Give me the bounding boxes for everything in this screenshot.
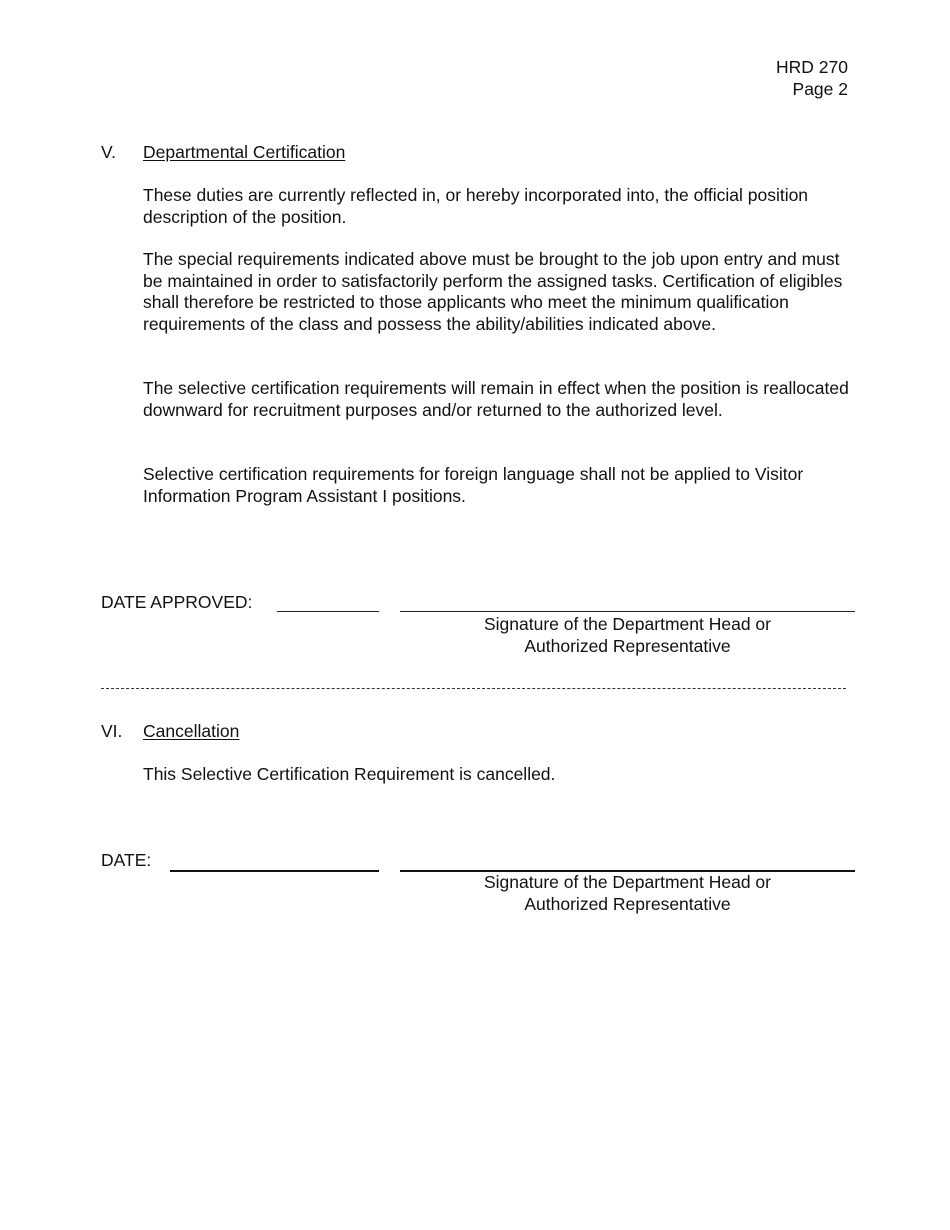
page-number: Page 2: [792, 78, 848, 99]
section-vi-heading: [101, 721, 239, 743]
section-title: Departmental Certification: [143, 142, 346, 162]
section-title: Cancellation: [143, 721, 240, 741]
date-approved-field[interactable]: [277, 611, 379, 612]
paragraph-special-requirements: The special requirements indicated above must be brought to the job upon entry and must be maintained in order to satisfactorily perform the assigned tasks. Certification of eligibles shall therefore be restricted to those applicants who meet the minimum qualification requirements of the class and possess the ability/abilities indicated above.: [143, 249, 843, 334]
section-number: VI.: [101, 721, 123, 741]
dashed-divider: [101, 688, 846, 689]
signature-caption-cancellation: [400, 872, 855, 915]
date-field[interactable]: [170, 870, 379, 872]
form-id: HRD 270: [776, 57, 848, 77]
section-number: V.: [101, 142, 116, 162]
signature-caption-line: Signature of the Department Head or: [484, 614, 771, 634]
date-label: DATE:: [101, 850, 152, 870]
paragraph-duties: These duties are currently reflected in, or hereby incorporated into, the official position description of the position.: [143, 185, 809, 227]
page-header: [776, 57, 848, 100]
signature-caption-line: Signature of the Department Head or: [484, 872, 771, 892]
signature-caption-approval: [400, 614, 855, 657]
paragraph-remain-in-effect: The selective certification requirements will remain in effect when the position is reallocated downward for recruitment purposes and/or returned to the authorized level.: [143, 378, 849, 420]
signature-line-approval[interactable]: [400, 611, 855, 612]
section-v-heading: [101, 142, 345, 164]
paragraph-foreign-language: Selective certification requirements for foreign language shall not be applied to Visitor Information Program Assistant I positions.: [143, 464, 804, 506]
signature-caption-line: Authorized Representative: [524, 893, 731, 914]
signature-caption-line: Authorized Representative: [524, 635, 731, 656]
paragraph-cancelled: This Selective Certification Requirement is cancelled.: [143, 764, 556, 784]
date-approved-label: DATE APPROVED:: [101, 592, 253, 612]
